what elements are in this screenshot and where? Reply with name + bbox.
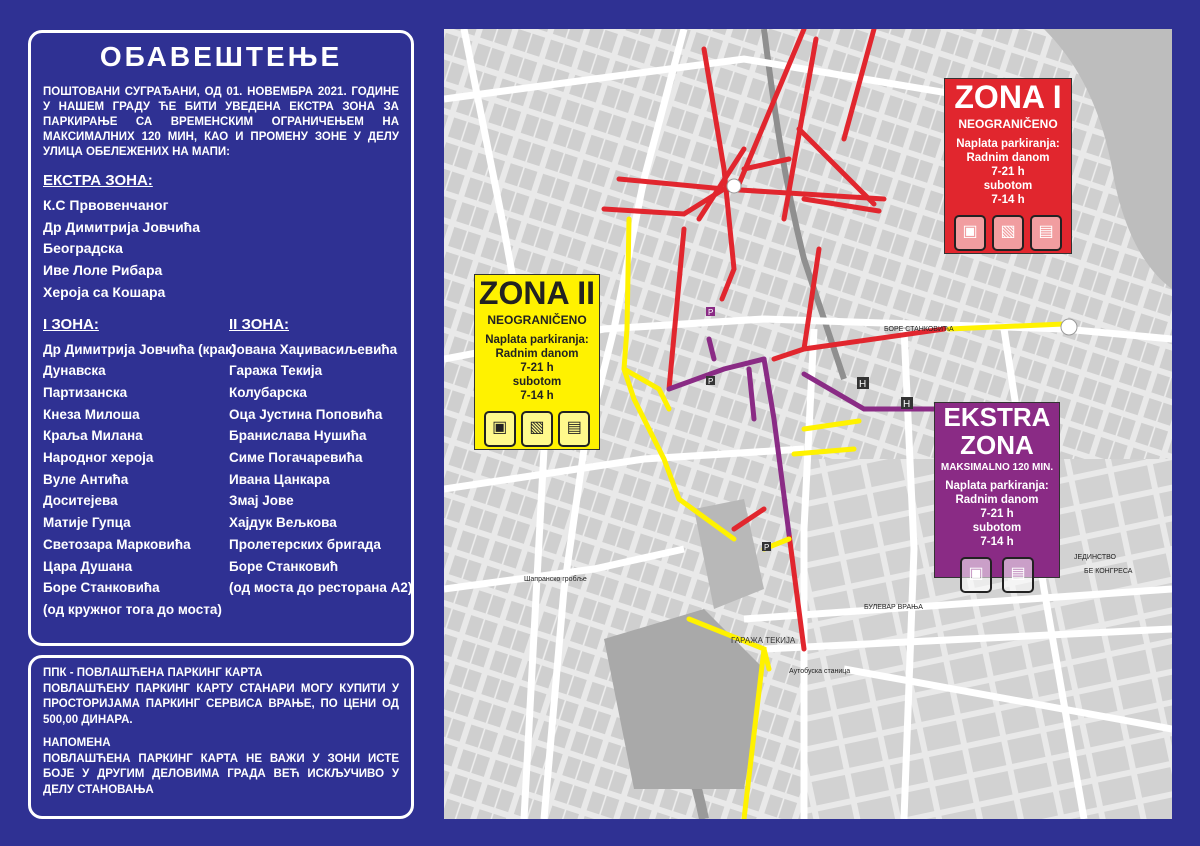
zone2-heading: II ЗОНА: (229, 315, 290, 333)
zona2-info2: Radnim danom (495, 348, 579, 360)
bora-label: БОРЕ СТАНКОВИЋА (884, 326, 954, 333)
zone1-street: Матије Гупца (43, 515, 131, 531)
notice-panel (28, 30, 414, 646)
extra-zone-street: Београдска (43, 240, 123, 257)
mobile-phone-icon: ▧ (992, 215, 1024, 251)
zona1-box (944, 78, 1072, 254)
ekstra-title1: EKSTRA (943, 402, 1051, 432)
cemetery-label: Шапранско гробље (524, 576, 587, 583)
card-icon: ▤ (1002, 557, 1034, 593)
zona1-title: ZONA I (954, 79, 1062, 115)
zone1-street: Доситејева (43, 493, 118, 509)
zone1-street: Др Димитрија Јовчића (крак) (43, 341, 237, 357)
zone2-list (229, 339, 412, 599)
zone1-street: Вуле Антића (43, 471, 129, 487)
zone2-street: Симе Погачаревића (229, 450, 363, 466)
zone1-street: Светозара Марковића (43, 536, 191, 552)
zone2-street: Хајдук Вељкова (229, 515, 337, 531)
ekstra-info4: subotom (972, 522, 1022, 534)
ekstra-limit: MAKSIMALNO 120 MIN. (940, 462, 1054, 473)
bus-label: Аутобуска станица (789, 668, 851, 675)
zone2-street: Колубарска (229, 384, 307, 400)
sms-phone-icon: ▣ (954, 215, 986, 251)
zona2-box (474, 274, 600, 450)
ppk-line2: ПОВЛАШЋЕНУ ПАРКИНГ КАРТУ СТАНАРИ МОГУ КУПИТИ У ПРОСТОРИЈАМА ПАРКИНГ СЕРВИСА ВРАЊЕ, ПО ЦЕНИ ОД 500,00 ДИНАРА. (43, 682, 399, 726)
zona1-limit: NEOGRANIČENO (958, 117, 1058, 131)
ppk-panel (28, 655, 414, 819)
zone1-heading: I ЗОНА: (43, 315, 99, 333)
ekstra-info3: 7-21 h (980, 508, 1014, 520)
extra-zone-street: Др Димитрија Јовчића (43, 218, 201, 235)
extra-zone-street: К.С Првовенчаног (43, 197, 169, 213)
ppk-line1: ППК - ПОВЛАШЋЕНА ПАРКИНГ КАРТА (43, 667, 263, 679)
zone2-street: Гаража Текија (229, 363, 323, 379)
zone1-street: Цара Душана (43, 558, 133, 574)
zona1-info5: 7-14 h (991, 194, 1025, 206)
ekstra-info1: Naplata parkiranja: (945, 480, 1049, 492)
note-heading: НАПОМЕНА (43, 737, 111, 749)
note-text: ПОВЛАШЋЕНА ПАРКИНГ КАРТА НЕ ВАЖИ У ЗОНИ ИСТЕ БОЈЕ У ДРУГИМ ДЕЛОВИМА ГРАДА ВЕЋ ИСКЉУЧИВО У ДЕЛУ СТАНОВАЊА (43, 752, 399, 796)
card-icon: ▤ (1030, 215, 1062, 251)
zona1-info1: Naplata parkiranja: (956, 138, 1060, 150)
zone1-street: Кнеза Милоша (43, 406, 140, 422)
zone2-street: Бранислава Нушића (229, 428, 367, 444)
tekija-label: ГАРАЖА ТЕКИЈА (731, 636, 796, 645)
svg-text:P: P (708, 377, 714, 386)
sms-phone-icon: ▣ (960, 557, 992, 593)
zone1-street: (од кружног тога до моста) (43, 601, 222, 617)
notice-title: ОБАВЕШТЕЊЕ (99, 41, 343, 72)
zona2-info1: Naplata parkiranja: (485, 334, 589, 346)
zona2-limit: NEOGRANIČENO (487, 313, 587, 327)
zone1-list (43, 339, 237, 621)
zone2-street: (од моста до ресторана А2) (229, 580, 413, 596)
extra-zone-list (43, 195, 399, 304)
zona2-info4: subotom (512, 376, 562, 388)
zone1-street: Дунавска (43, 363, 106, 379)
zone2-street: Боре Станковић (229, 558, 339, 574)
zona1-info2: Radnim danom (966, 152, 1050, 164)
extra-zone-heading: ЕКСТРА ЗОНА: (43, 172, 153, 189)
svg-text:P: P (708, 308, 714, 317)
zone2-street: Пролетерских бригада (229, 536, 381, 552)
zona1-info3: 7-21 h (991, 166, 1025, 178)
kongresa-label: БЕ КОНГРЕСА (1084, 568, 1133, 575)
svg-text:H: H (859, 379, 867, 390)
zone1-street: Партизанска (43, 384, 128, 400)
zone1-street: Народног хероја (43, 450, 154, 466)
zone2-street: Ивана Цанкара (229, 471, 330, 487)
zone2-street: Змај Јове (229, 493, 294, 509)
card-icon: ▤ (558, 411, 590, 447)
ekstra-title2: ZONA (960, 430, 1034, 460)
mobile-phone-icon: ▧ (521, 411, 553, 447)
ekstra-zone-box (934, 402, 1060, 582)
zone2-street: Јована Хаџивасиљевића (229, 341, 398, 357)
zona1-info4: subotom (983, 180, 1033, 192)
zona2-info5: 7-14 h (520, 390, 554, 402)
zone2-street: Оца Јустина Поповића (229, 406, 383, 422)
ekstra-info2: Radnim danom (955, 494, 1039, 506)
ekstra-info5: 7-14 h (980, 536, 1014, 548)
jednistvo-label: ЈЕДИНСТВО (1074, 554, 1116, 561)
svg-text:H: H (903, 399, 911, 410)
zone1-street: Краља Милана (43, 428, 143, 444)
svg-text:P: P (764, 543, 770, 552)
extra-zone-street: Хероја са Кошара (43, 283, 166, 300)
extra-zone-street: Иве Лоле Рибара (43, 262, 163, 279)
sms-phone-icon: ▣ (484, 411, 516, 447)
bulevar-label: БУЛЕВАР ВРАЊА (864, 604, 923, 611)
zona2-info3: 7-21 h (520, 362, 554, 374)
notice-intro: ПОШТОВАНИ СУГРАЂАНИ, ОД 01. НОВЕМБРА 2021. ГОДИНЕ У НАШЕМ ГРАДУ ЋЕ БИТИ УВЕДЕНА ЕКСТРА ЗОНА ЗА ПАРКИРАЊЕ СА ВРЕМЕНСКИМ ОГРАНИЧЕЊЕМ НА МАКСИМАЛНИХ 120 МИН, КАО И ПРОМЕНУ ЗОНЕ У ДЕЛУ УЛИЦА ОБЕЛЕЖЕНИХ НА МАПИ: (43, 86, 399, 158)
zona2-title: ZONA II (478, 275, 596, 311)
zone1-street: Боре Станковића (43, 580, 160, 596)
